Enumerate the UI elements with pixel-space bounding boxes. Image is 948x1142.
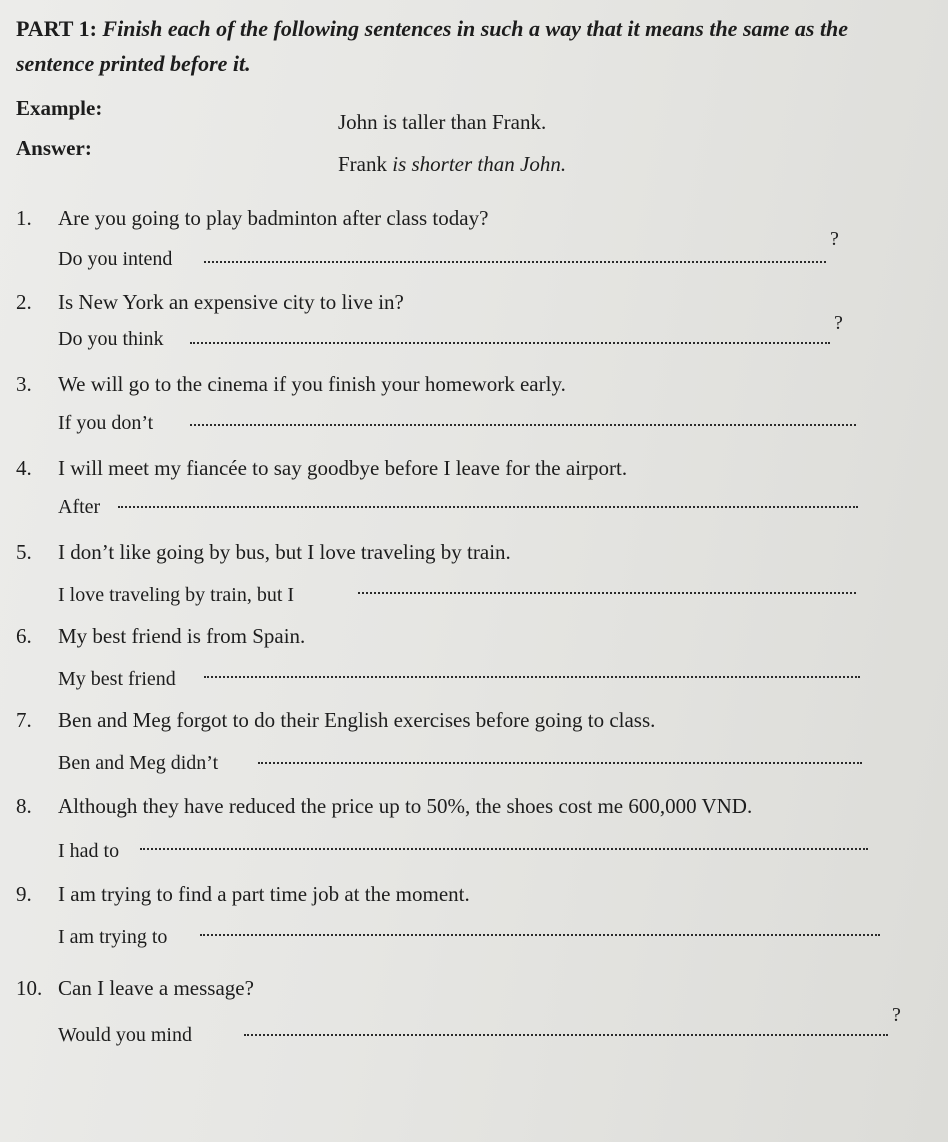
question-number: 4. xyxy=(16,456,32,480)
question-sentence: I don’t like going by bus, but I love traveling by train. xyxy=(58,540,511,564)
question-number: 7. xyxy=(16,708,32,732)
part-label: PART 1: xyxy=(16,16,97,41)
question-4 xyxy=(16,456,627,481)
question-1 xyxy=(16,206,488,231)
question-sentence: I will meet my fiancée to say goodbye before I leave for the airport. xyxy=(58,456,628,480)
answer-blank[interactable] xyxy=(358,592,856,594)
answer-blank[interactable] xyxy=(118,506,858,508)
answer-stem: Ben and Meg didn’t xyxy=(58,752,219,774)
question-7 xyxy=(16,708,655,733)
answer-stem: After xyxy=(58,496,101,518)
answer-stem: Do you think xyxy=(58,328,164,350)
question-number: 10. xyxy=(16,976,43,1000)
question-9 xyxy=(16,882,470,907)
question-8 xyxy=(16,794,752,819)
question-number: 6. xyxy=(16,624,32,648)
answer-blank[interactable] xyxy=(190,424,856,426)
question-5 xyxy=(16,540,511,565)
answer-stem: If you don’t xyxy=(58,412,154,434)
example-sentence: John is taller than Frank. xyxy=(338,110,547,134)
question-number: 5. xyxy=(16,540,32,564)
question-6 xyxy=(16,624,305,649)
answer-blank[interactable] xyxy=(258,762,862,764)
answer-blank[interactable] xyxy=(204,261,826,263)
example-label: Example: xyxy=(16,96,103,120)
question-number: 8. xyxy=(16,794,32,818)
question-sentence: My best friend is from Spain. xyxy=(58,624,306,648)
question-sentence: We will go to the cinema if you finish your homework early. xyxy=(58,372,566,396)
question-sentence: I am trying to find a part time job at the moment. xyxy=(58,882,470,906)
question-number: 9. xyxy=(16,882,32,906)
answer-stem: I had to xyxy=(58,840,120,862)
answer-blank[interactable] xyxy=(244,1034,888,1036)
answer-stem: I am trying to xyxy=(58,926,168,948)
question-mark: ? xyxy=(892,1004,901,1026)
answer-label: Answer: xyxy=(16,136,92,160)
answer-stem: Would you mind xyxy=(58,1024,192,1046)
question-sentence: Although they have reduced the price up to 50%, the shoes cost me 600,000 VND. xyxy=(58,794,753,818)
answer-rest: is shorter than John. xyxy=(392,152,567,176)
instruction-line-1: Finish each of the following sentences in such a way that it means the same as the xyxy=(102,16,849,41)
answer-start: Frank xyxy=(338,152,387,176)
question-2 xyxy=(16,290,404,315)
answer-stem: My best friend xyxy=(58,668,176,690)
instruction-line-2: sentence printed before it. xyxy=(16,51,251,76)
answer-sentence xyxy=(338,152,566,177)
question-number: 1. xyxy=(16,206,32,230)
answer-stem: Do you intend xyxy=(58,248,173,270)
answer-blank[interactable] xyxy=(204,676,860,678)
question-mark: ? xyxy=(834,312,843,334)
question-10 xyxy=(16,976,254,1001)
question-number: 3. xyxy=(16,372,32,396)
question-3 xyxy=(16,372,566,397)
answer-stem: I love traveling by train, but I xyxy=(58,584,295,606)
question-sentence: Are you going to play badminton after class today? xyxy=(58,206,489,230)
question-mark: ? xyxy=(830,228,839,250)
instruction-heading xyxy=(16,14,848,44)
answer-blank[interactable] xyxy=(190,342,830,344)
question-sentence: Is New York an expensive city to live in? xyxy=(58,290,404,314)
question-sentence: Ben and Meg forgot to do their English exercises before going to class. xyxy=(58,708,656,732)
instruction-line-2-wrap xyxy=(16,49,251,79)
answer-blank[interactable] xyxy=(140,848,868,850)
question-number: 2. xyxy=(16,290,32,314)
answer-blank[interactable] xyxy=(200,934,880,936)
question-sentence: Can I leave a message? xyxy=(58,976,254,1000)
